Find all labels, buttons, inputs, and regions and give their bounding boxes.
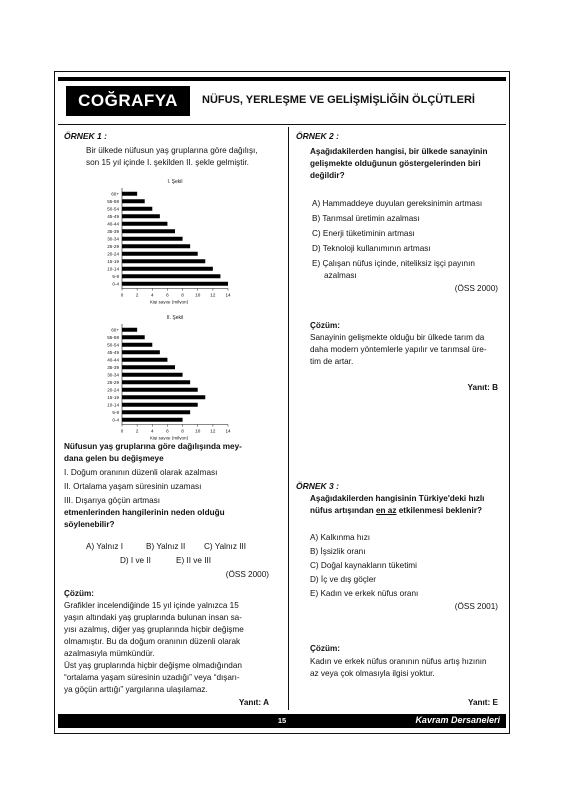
example1-option-a[interactable]: A) Yalnız I <box>86 542 124 551</box>
y-tick-label: 30-34 <box>107 236 119 242</box>
y-tick-label: 15-19 <box>107 258 119 264</box>
bar-2-45-49 <box>122 350 160 354</box>
x-tick-label: 8 <box>181 292 184 298</box>
example2-solution-heading: Çözüm: <box>310 321 341 330</box>
bar-2-30-34 <box>122 373 183 377</box>
bar-2-25-29 <box>122 380 190 384</box>
example3-question-line1: Aşağıdakilerden hangisinin Türkiye'deki hızlı <box>310 494 485 503</box>
x-tick-label: 10 <box>195 428 201 434</box>
bar-2-50-54 <box>122 343 152 347</box>
example1-option-e[interactable]: E) II ve III <box>176 556 212 565</box>
y-tick-label: 60+ <box>111 191 119 197</box>
y-tick-label: 10-14 <box>107 402 119 408</box>
x-tick-label: 4 <box>151 428 154 434</box>
example2-option-a[interactable]: A) Hammaddeye duyulan gereksinimin artması <box>312 199 483 208</box>
bar-2-0-4 <box>122 418 183 422</box>
example1-intro-line2: son 15 yıl içinde I. şekilden II. şekle gelmiştir. <box>86 158 249 167</box>
example1-solution-line: olmamıştır. Bu da doğum oranının düzenli olarak <box>64 637 241 646</box>
x-tick-label: 6 <box>166 428 169 434</box>
bar-1-25-29 <box>122 244 190 248</box>
chart-title: II. Şekil <box>166 315 184 321</box>
x-tick-label: 8 <box>181 428 184 434</box>
header-rule <box>58 124 506 125</box>
example1-question2-line2: söylenebilir? <box>64 520 115 529</box>
y-tick-label: 55-59 <box>107 198 119 204</box>
example3-option-a[interactable]: A) Kalkınma hızı <box>310 533 371 542</box>
bar-2-20-24 <box>122 388 198 392</box>
page-title: NÜFUS, YERLEŞME VE GELİŞMİŞLİĞİN ÖLÇÜTLERİ <box>202 94 475 106</box>
y-tick-label: 45-49 <box>107 213 119 219</box>
example2-heading: ÖRNEK 2 : <box>296 131 339 141</box>
example2-question-line: gelişmekte olduğunun göstergelerinden biri <box>310 159 481 168</box>
bar-1-0-4 <box>122 282 228 286</box>
example3-emphasis: en az <box>375 506 397 515</box>
bar-2-5-9 <box>122 410 190 414</box>
example2-answer: Yanıt: B <box>467 383 498 392</box>
x-tick-label: 12 <box>210 292 216 298</box>
column-divider <box>288 127 289 710</box>
example3-answer: Yanıt: E <box>467 698 498 707</box>
example1-item-2: II. Ortalama yaşam süresinin uzaması <box>64 482 202 491</box>
y-tick-label: 20-24 <box>107 387 119 393</box>
x-tick-label: 14 <box>225 428 231 434</box>
age-pyramid-chart-1 <box>94 174 244 304</box>
page-footer <box>58 714 506 728</box>
example2-option-d[interactable]: D) Teknoloji kullanımının artması <box>312 244 431 253</box>
x-tick-label: 14 <box>225 292 231 298</box>
y-tick-label: 45-49 <box>107 349 119 355</box>
example1-item-1: I. Doğum oranının düzenli olarak azalması <box>64 468 218 477</box>
y-tick-label: 60+ <box>111 327 119 333</box>
example3-source: (ÖSS 2001) <box>454 602 498 611</box>
bar-2-55-59 <box>122 335 145 339</box>
example1-question-line2: dana gelen bu değişmeye <box>64 454 164 463</box>
example3-option-c[interactable]: C) Doğal kaynakların tüketimi <box>310 561 417 570</box>
y-tick-label: 20-24 <box>107 251 119 257</box>
example3-option-d[interactable]: D) İç ve dış göçler <box>310 575 376 584</box>
y-tick-label: 40-44 <box>107 221 119 227</box>
example2-option-c[interactable]: C) Enerji tüketiminin artması <box>312 229 415 238</box>
example1-source: (ÖSS 2000) <box>225 570 269 579</box>
example1-question2-line1: etmenlerinden hangilerinin neden olduğu <box>64 508 225 517</box>
bar-1-30-34 <box>122 237 183 241</box>
x-tick-label: 2 <box>135 292 139 298</box>
x-tick-label: 6 <box>166 292 169 298</box>
bar-1-40-44 <box>122 222 167 226</box>
example3-solution-line: az veya çok olmasıyla ilgisi yoktur. <box>310 669 435 678</box>
example3-option-e[interactable]: E) Kadın ve erkek nüfus oranı <box>310 589 419 598</box>
example1-option-d[interactable]: D) I ve II <box>120 556 151 565</box>
subject-logo: COĞRAFYA <box>66 86 190 116</box>
example1-solution-line: “ortalama yaşam süresinin uzadığı” veya “dışarı- <box>64 673 240 682</box>
chart-title: I. Şekil <box>167 179 183 185</box>
bar-1-20-24 <box>122 252 198 256</box>
x-tick-label: 4 <box>151 292 154 298</box>
bar-1-35-39 <box>122 229 175 233</box>
bar-1-10-14 <box>122 267 213 271</box>
example1-solution-line: Grafikler incelendiğinde 15 yıl içinde yalnızca 15 <box>64 601 239 610</box>
bar-1-60+ <box>122 192 137 196</box>
bar-1-15-19 <box>122 259 205 263</box>
x-tick-label: 10 <box>195 292 201 298</box>
y-tick-label: 30-34 <box>107 372 119 378</box>
y-tick-label: 40-44 <box>107 357 119 363</box>
example2-option-e[interactable]: E) Çalışan nüfus içinde, niteliksiz işçi payının <box>312 259 475 268</box>
page-number: 15 <box>277 716 287 725</box>
example2-option-e-cont: azalması <box>324 271 357 280</box>
example1-heading: ÖRNEK 1 : <box>64 131 107 141</box>
example2-source: (ÖSS 2000) <box>454 284 498 293</box>
top-bar <box>58 77 506 81</box>
example1-answer: Yanıt: A <box>238 698 269 707</box>
bar-2-40-44 <box>122 358 167 362</box>
publisher-brand: Kavram Dersaneleri <box>415 715 500 725</box>
example1-option-b[interactable]: B) Yalnız II <box>146 542 186 551</box>
y-tick-label: 25-29 <box>107 379 119 385</box>
bar-2-60+ <box>122 328 137 332</box>
age-pyramid-chart-2 <box>94 310 244 440</box>
x-tick-label: 0 <box>120 292 124 298</box>
x-tick-label: 12 <box>210 428 216 434</box>
example3-option-b[interactable]: B) İşsizlik oranı <box>310 547 366 556</box>
y-tick-label: 50-54 <box>107 206 119 212</box>
bar-1-55-59 <box>122 199 145 203</box>
example1-solution-line: ya göçün arttığı” yargılarına ulaşılamaz. <box>64 685 208 694</box>
y-tick-label: 35-39 <box>107 364 119 370</box>
x-axis-label: Kişi sayısı (milyon) <box>149 299 189 304</box>
example2-solution-line: daha modern yöntemlerle yapılır ve tarımsal üre- <box>310 345 487 354</box>
bar-1-5-9 <box>122 274 220 278</box>
example1-option-c[interactable]: C) Yalnız III <box>204 542 247 551</box>
y-tick-label: 5-9 <box>112 273 119 279</box>
y-tick-label: 25-29 <box>107 243 119 249</box>
y-tick-label: 55-59 <box>107 334 119 340</box>
example3-question-line2: nüfus artışından en az etkilenmesi beklenir? <box>310 506 483 515</box>
x-axis-label: Kişi sayısı (milyon) <box>149 435 189 440</box>
example1-solution-line: azalmasıyla mümkündür. <box>64 649 155 658</box>
example1-item-3: III. Dışarıya göçün artması <box>64 496 161 505</box>
example3-solution-line: Kadın ve erkek nüfus oranının nüfus artış hızının <box>310 657 487 666</box>
bar-2-15-19 <box>122 395 205 399</box>
bar-2-35-39 <box>122 365 175 369</box>
example1-solution-line: Üst yaş gruplarında hiçbir değişme olmadığından <box>64 661 242 670</box>
bar-1-45-49 <box>122 214 160 218</box>
bar-2-10-14 <box>122 403 198 407</box>
example2-question-line: değildir? <box>310 171 345 180</box>
y-tick-label: 35-39 <box>107 228 119 234</box>
y-tick-label: 50-54 <box>107 342 119 348</box>
x-tick-label: 0 <box>120 428 124 434</box>
example1-intro-line1: Bir ülkede nüfusun yaş gruplarına göre dağılışı, <box>86 146 258 155</box>
example1-solution-heading: Çözüm: <box>64 589 95 598</box>
page-header <box>58 86 506 118</box>
y-tick-label: 5-9 <box>112 409 119 415</box>
example3-heading: ÖRNEK 3 : <box>296 481 339 491</box>
bar-1-50-54 <box>122 207 152 211</box>
example2-question-line: Aşağıdakilerden hangisi, bir ülkede sanayinin <box>310 147 488 156</box>
y-tick-label: 10-14 <box>107 266 119 272</box>
example1-solution-line: yısı azalmış, diğer yaş gruplarında hiçbir değişme <box>64 625 244 634</box>
example1-question-line1: Nüfusun yaş gruplarına göre dağılışında mey- <box>64 442 242 451</box>
y-tick-label: 0-4 <box>112 281 119 287</box>
example1-solution-line: yaşın altındaki yaş gruplarında bulunan insan sa- <box>64 613 242 622</box>
y-tick-label: 0-4 <box>112 417 119 423</box>
x-tick-label: 2 <box>135 428 139 434</box>
example2-solution-line: Sanayinin gelişmekte olduğu bir ülkede tarım da <box>310 333 485 342</box>
example2-option-b[interactable]: B) Tarımsal üretimin azalması <box>312 214 420 223</box>
example2-solution-line: tim de artar. <box>310 357 354 366</box>
y-tick-label: 15-19 <box>107 394 119 400</box>
example3-solution-heading: Çözüm: <box>310 644 341 653</box>
